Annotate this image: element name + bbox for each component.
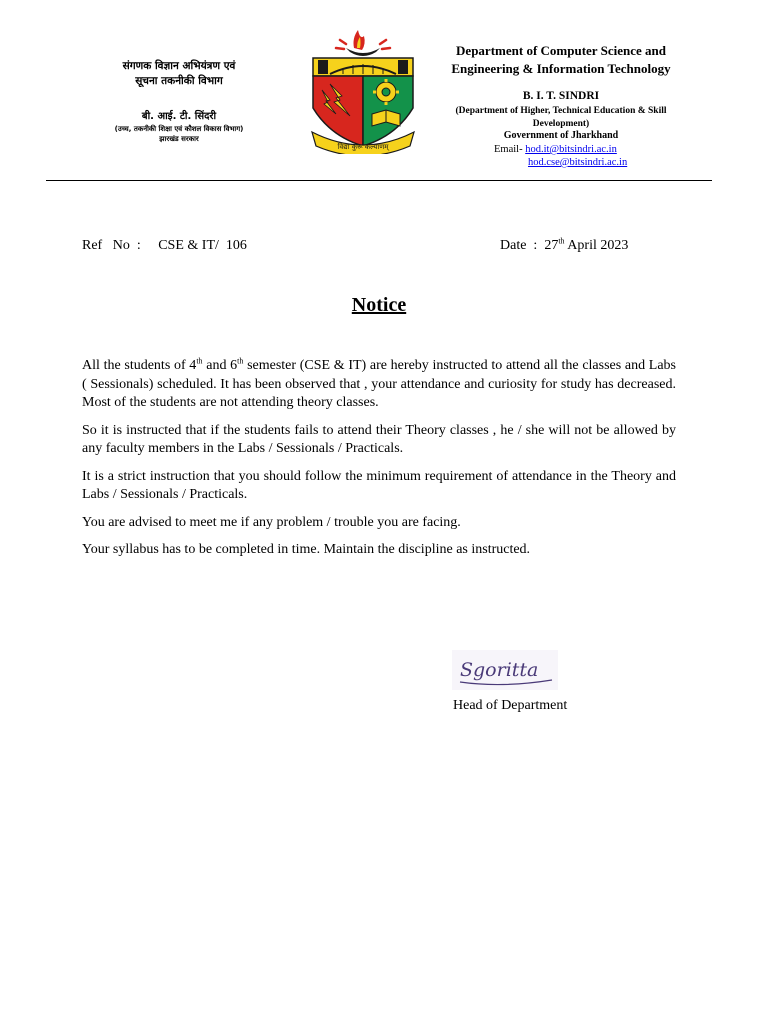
department-line-2: Engineering & Information Technology bbox=[451, 60, 671, 76]
email-link-it[interactable]: hod.it@bitsindri.ac.in bbox=[525, 144, 617, 155]
paragraph-3: It is a strict instruction that you should follow the minimum requirement of attendance in the Theory and Labs / Sessionals / Practicals. bbox=[82, 468, 676, 502]
notice-body bbox=[82, 357, 676, 569]
reference-number bbox=[82, 238, 247, 254]
header-divider bbox=[46, 180, 712, 181]
p1-part-c: semester (CSE & IT) are hereby instructed to attend all the classes and Labs ( Sessionals) scheduled. It has been observed that , your attendance and curiosity for study has decreased. Most of the students are not attending theory classes. bbox=[82, 358, 676, 410]
signature bbox=[452, 650, 558, 690]
p1-sup-1: th bbox=[196, 356, 203, 366]
notice-date bbox=[500, 238, 628, 254]
email-label: Email- bbox=[494, 144, 523, 155]
date-month-year: April 2023 bbox=[567, 238, 629, 253]
ref-label: Ref No : bbox=[82, 238, 141, 253]
institute-name: B. I. T. SINDRI bbox=[522, 90, 600, 102]
ref-value: CSE & IT/ 106 bbox=[158, 238, 247, 253]
paragraph-2: So it is instructed that if the students fails to attend their Theory classes , he / she will not be allowed by any faculty members in the Labs / Sessionals / Practicals. bbox=[82, 422, 676, 456]
hindi-dept-govt bbox=[84, 124, 274, 144]
signatory-designation: Head of Department bbox=[453, 698, 568, 713]
date-label: Date : bbox=[500, 238, 538, 253]
hindi-institute: बी. आई. टी. सिंदरी bbox=[141, 111, 217, 122]
date-suffix: th bbox=[558, 236, 565, 246]
paragraph-4: You are advised to meet me if any problem / trouble you are facing. bbox=[82, 514, 461, 530]
notice-title: Notice bbox=[351, 294, 407, 316]
paragraph-1 bbox=[82, 357, 676, 413]
hindi-line-1: संगणक विज्ञान अभियंत्रण एवं bbox=[122, 60, 236, 72]
paragraph-5: Your syllabus has to be completed in time. Maintain the discipline as instructed. bbox=[82, 542, 531, 557]
department-name bbox=[432, 42, 690, 77]
email-link-cse[interactable]: hod.cse@bitsindri.ac.in bbox=[528, 157, 628, 168]
dept-full-name: (Department of Higher, Technical Education & Skill Development) bbox=[455, 106, 667, 129]
hindi-govt: झारखंड सरकार bbox=[159, 135, 199, 143]
date-day: 27 bbox=[544, 238, 559, 253]
p1-sup-2: th bbox=[237, 356, 244, 366]
department-line-1: Department of Computer Science and bbox=[456, 43, 666, 58]
logo-motto: विद्या कुरू कल्याणम् bbox=[337, 143, 389, 151]
p1-part-a: All the students of 4 bbox=[82, 358, 197, 373]
email-block bbox=[432, 143, 690, 169]
p1-part-b: and 6 bbox=[202, 358, 238, 373]
signature-text: Sgoritta bbox=[460, 659, 539, 681]
hindi-dept: (उच्च, तकनीकी शिक्षा एवं कौशल विकास विभाग) bbox=[114, 125, 244, 133]
hindi-department-name bbox=[84, 59, 274, 89]
hindi-line-2: सूचना तकनीकी विभाग bbox=[135, 75, 223, 87]
government-name: Government of Jharkhand bbox=[503, 130, 619, 141]
bit-sindri-logo bbox=[308, 28, 418, 154]
